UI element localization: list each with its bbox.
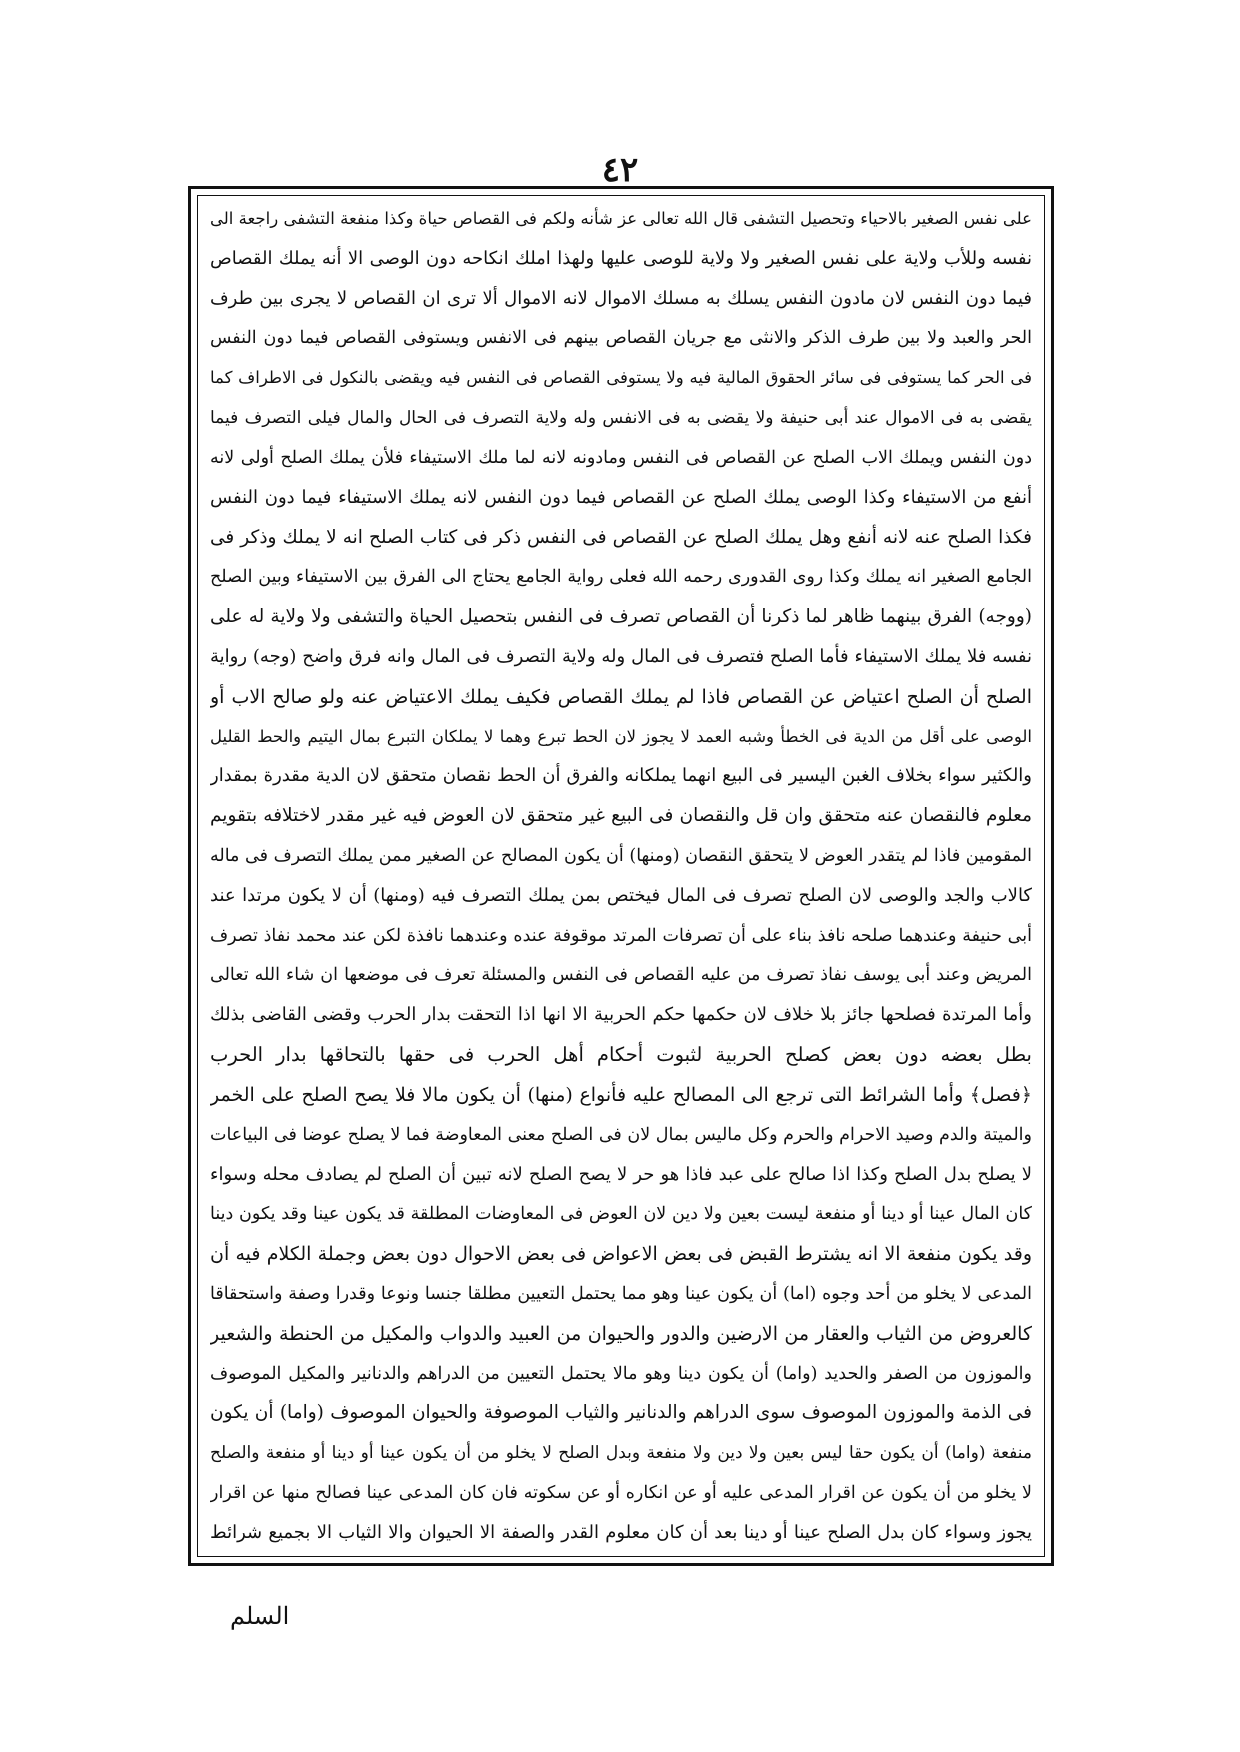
- text-line: يقضى به فى الاموال عند أبى حنيفة ولا يقضى به فى الانفس وله ولاية التصرف فى الحال والمال فيلى التصرف فيما: [210, 408, 1032, 429]
- page-number: ٤٢: [601, 150, 639, 190]
- text-line: لا يخلو من أن يكون عن اقرار المدعى عليه أو عن انكاره أو عن سكوته فان كان المدعى عينا فصالح منها عن اقرار: [210, 1483, 1032, 1503]
- text-line: كالعروض من الثياب والعقار من الارضين والدور والحيوان من العبيد والدواب والمكيل من الحنطة والشعير: [210, 1322, 1032, 1345]
- text-line: (ووجه) الفرق بينهما ظاهر لما ذكرنا أن القصاص تصرف فى النفس بتحصيل الحياة والتشفى ولا ولاية له على: [210, 606, 1032, 628]
- text-line: فيما دون النفس لان مادون النفس يسلك به مسلك الاموال لانه الاموال ألا ترى ان القصاص لا يجرى بين طرف: [210, 287, 1032, 309]
- text-line: بطل بعضه دون بعض كصلح الحربية لثبوت أحكام أهل الحرب فى حقها بالتحاقها بدار الحرب: [210, 1043, 1032, 1067]
- text-line: معلوم فالنقصان عنه متحقق وان قل والنقصان فى البيع غير متحقق لان العوض فيه غير مقدر لاختلافه بتقويم: [210, 805, 1032, 827]
- text-line: فى الحر كما يستوفى فى سائر الحقوق المالية فيه ولا يستوفى القصاص فى النفس فيه ويقضى بالنكول فى الاطراف كما: [210, 368, 1032, 388]
- text-line: ﴿فصل﴾ وأما الشرائط التى ترجع الى المصالح عليه فأنواع (منها) أن يكون مالا فلا يصح الصلح على الخمر: [210, 1083, 1032, 1106]
- page-frame-inner: [197, 195, 1045, 1557]
- body-text: [210, 204, 1032, 1548]
- text-line: يجوز وسواء كان بدل الصلح عينا أو دينا بعد أن كان معلوم القدر والصفة الا الحيوان والا الثياب الا بجميع شرائط: [210, 1521, 1032, 1543]
- text-line: نفسه وللأب ولاية على نفس الصغير ولا ولاية للوصى عليها ولهذا املك انكاحه دون الوصى الا أنه يملك القصاص: [210, 247, 1032, 269]
- text-line: المقومين فاذا لم يتقدر العوض لا يتحقق النقصان (ومنها) أن يكون المصالح عن الصغير ممن يملك التصرف فى ماله: [210, 846, 1032, 866]
- text-line: لا يصلح بدل الصلح وكذا اذا صالح على عبد فاذا هو حر لا يصح الصلح لانه تبين أن الصلح لم يصادف محله وسواء: [210, 1163, 1032, 1185]
- text-line: المدعى لا يخلو من أحد وجوه (اما) أن يكون عينا وهو مما يحتمل التعيين مطلقا جنسا ونوعا وقدرا وصفة واستحقاقا: [210, 1283, 1032, 1304]
- text-line: أنفع من الاستيفاء وكذا الوصى يملك الصلح عن القصاص فيما دون النفس لانه يملك الاستيفاء فيما دون النفس: [210, 486, 1032, 508]
- text-line: الجامع الصغير انه يملك وكذا روى القدورى رحمه الله فعلى رواية الجامع يحتاج الى الفرق بين الاستيفاء وبين الصلح: [210, 567, 1032, 588]
- text-line: الصلح أن الصلح اعتياض عن القصاص فاذا لم يملك القصاص فكيف يملك الاعتياض عنه ولو صالح الاب أو: [210, 685, 1032, 708]
- text-line: المريض وعند أبى يوسف نفاذ تصرف من عليه القصاص فى النفس والمسئلة تعرف فى موضعها ان شاء الله تعالى: [210, 965, 1032, 986]
- text-line: نفسه فلا يملك الاستيفاء فأما الصلح فتصرف فى المال وله ولاية التصرف فى المال وانه فرق واضح (وجه) رواية: [210, 645, 1032, 667]
- text-line: وأما المرتدة فصلحها جائز بلا خلاف لان حكمها حكم الحربية الا انها اذا التحقت بدار الحرب وقضى القاضى بذلك: [210, 1004, 1032, 1026]
- text-line: وقد يكون منفعة الا انه يشترط القبض فى بعض الاعواض فى بعض الاحوال دون بعض وجملة الكلام فيه أن: [210, 1243, 1032, 1266]
- text-line: الحر والعبد ولا بين طرف الذكر والانثى مع جريان القصاص بينهم فى الانفس ويستوفى القصاص فيما دون النفس: [210, 328, 1032, 349]
- text-line: الوصى على أقل من الدية فى الخطأ وشبه العمد لا يجوز لان الحط تبرع وهما لا يملكان التبرع بمال اليتيم والحط القليل: [210, 726, 1032, 746]
- catchword: السلم: [230, 1602, 290, 1630]
- text-line: منفعة (واما) أن يكون حقا ليس بعين ولا دين ولا منفعة وبدل الصلح لا يخلو من أن يكون عينا أو دينا أو منفعة والصلح: [210, 1443, 1032, 1464]
- page-frame: [188, 186, 1054, 1566]
- text-line: والميتة والدم وصيد الاحرام والحرم وكل ماليس بمال لان فى الصلح معنى المعاوضة فما لا يصلح عوضا فى البياعات: [210, 1124, 1032, 1145]
- text-line: كان المال عينا أو دينا أو منفعة ليست بعين ولا دين لان العوض فى المعاوضات المطلقة قد يكون عينا وقد يكون دينا: [210, 1204, 1032, 1225]
- text-line: فكذا الصلح عنه لانه أنفع وهل يملك الصلح عن القصاص فى النفس ذكر فى كتاب الصلح انه لا يملك وذكر فى: [210, 526, 1032, 548]
- text-line: والموزون من الصفر والحديد (واما) أن يكون دينا وهو مالا يحتمل التعيين من الدراهم والدنانير والمكيل الموصوف: [210, 1363, 1032, 1384]
- text-line: دون النفس ويملك الاب الصلح عن القصاص فى النفس ومادونه لانه لما ملك الاستيفاء فلأن يملك الصلح أولى لانه: [210, 447, 1032, 468]
- text-line: فى الذمة والموزون الموصوف سوى الدراهم والدنانير والثياب الموصوفة والحيوان الموصوف (واما) أن يكون: [210, 1402, 1032, 1424]
- text-line: كالاب والجد والوصى لان الصلح تصرف فى المال فيختص بمن يملك التصرف فيه (ومنها) أن لا يكون مرتدا عند: [210, 884, 1032, 906]
- text-line: أبى حنيفة وعندهما صلحه نافذ بناء على أن تصرفات المرتد موقوفة عنده وعندهما نافذة لكن عند محمد نفاذ تصرف: [210, 925, 1032, 946]
- text-line: على نفس الصغير بالاحياء وتحصيل التشفى قال الله تعالى عز شأنه ولكم فى القصاص حياة وكذا منفعة التشفى راجعة الى: [210, 209, 1032, 228]
- text-line: والكثير سواء بخلاف الغبن اليسير فى البيع انهما يملكانه والفرق أن الحط نقصان متحقق لان الدية مقدرة بمقدار: [210, 765, 1032, 787]
